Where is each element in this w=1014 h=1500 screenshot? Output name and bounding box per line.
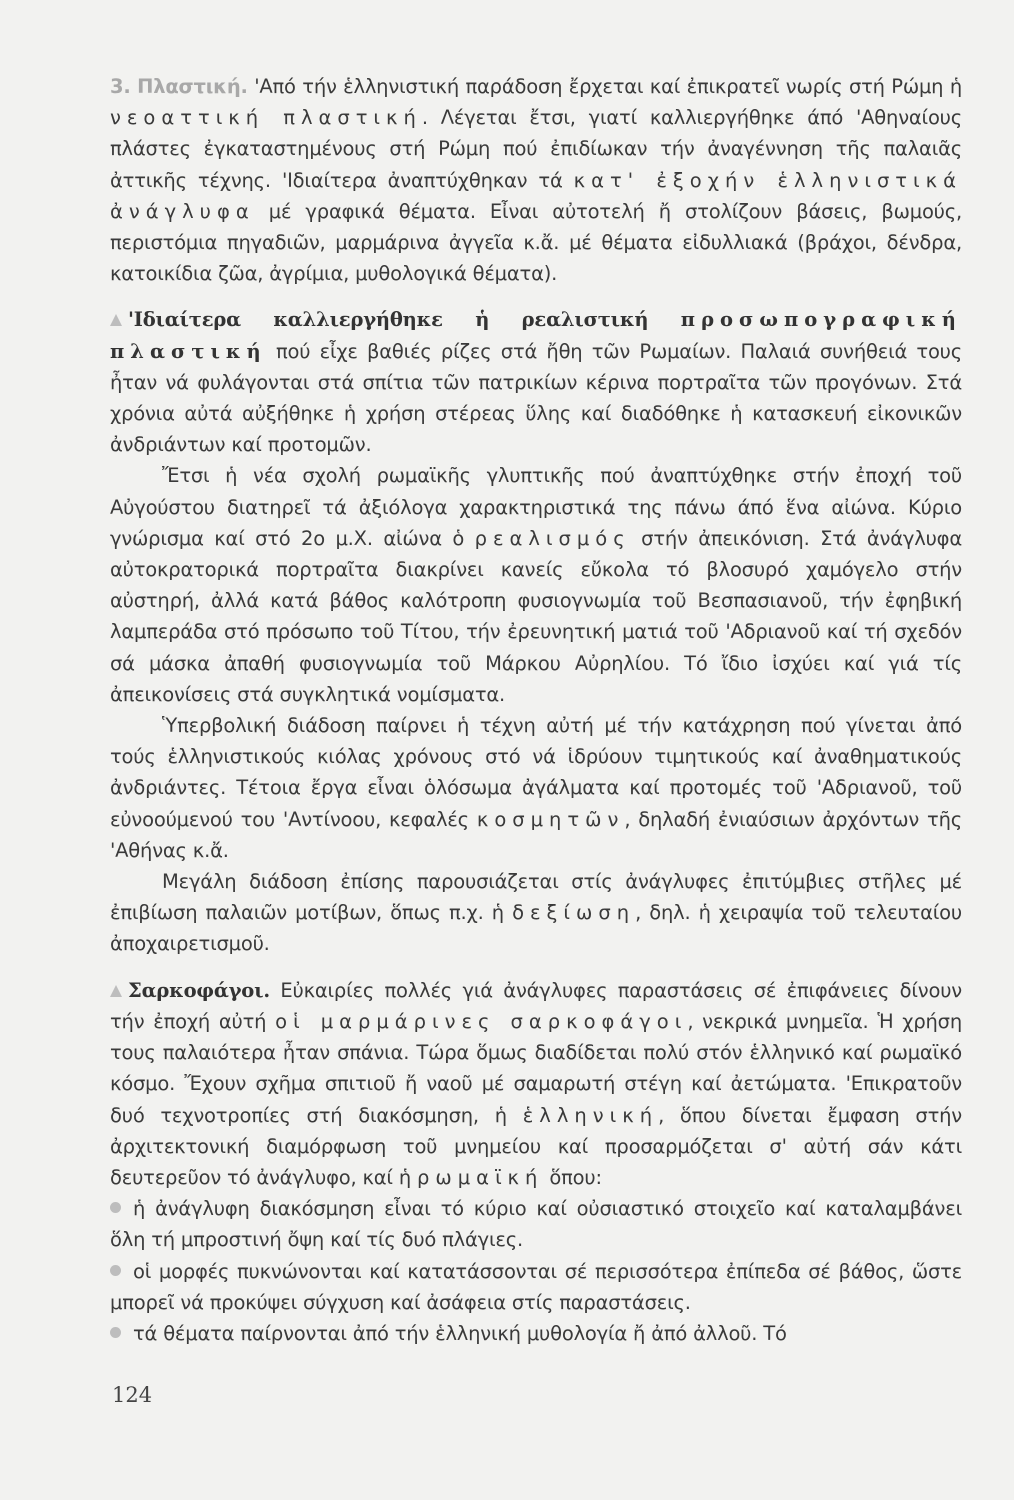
triangle-marker-icon xyxy=(110,985,122,997)
bullet-text: τά θέματα παίρνονται ἀπό τήν ἑλληνική μυθολογία ἤ ἀπό ἀλλοῦ. Τό xyxy=(133,1321,787,1345)
spaced-term-realism: ρεαλισμός xyxy=(474,526,631,550)
section-heading: Πλαστική. xyxy=(137,75,248,98)
portrait-lead: 'Ιδιαίτερα καλλιεργήθηκε ἡ ρεαλιστική xyxy=(128,308,681,332)
text-run: , ὅπου δίνεται ἔμφαση στήν ἀρχιτεκτονική διαμόρφωση τοῦ μνημείου καί προσαρμόζεται σ' αὐτή σάν κάτι δευτερεῦον τό ἀνάγλυφο, καί ἡ xyxy=(110,1103,962,1189)
bullet-item xyxy=(110,1318,962,1349)
spaced-term-neoattic: νεοαττική πλαστική xyxy=(110,106,422,130)
page-number: 124 xyxy=(112,1383,153,1407)
bullet-icon xyxy=(110,1265,121,1276)
bullet-text: ἡ ἀνάγλυφη διακόσμηση εἶναι τό κύριο καί οὐσιαστικό στοιχεῖο καί καταλαμβάνει ὅλη τή μπροστινή ὄψη καί τίς δυό πλάγιες. xyxy=(110,1197,962,1252)
sarcophagi-lead: Σαρκοφάγοι. xyxy=(128,978,270,1002)
spaced-term-hellenistic-reliefs: κατ' ἐξοχήν ἑλληνιστικά ἀνάγλυφα xyxy=(110,168,962,223)
section-3-paragraph xyxy=(110,71,962,289)
bullet-icon xyxy=(110,1202,121,1213)
text-run: πού εἶχε βαθιές ρίζες στά ἤθη τῶν Ρωμαίων. Παλαιά συνήθειά τους ἦταν νά φυλάγονται στά σπίτια τῶν πατρικίων κέρινα πορτραῖτα τῶν προγόνων. Στά χρόνια αὐτά αὐξήθηκε ἡ χρήση στέρεας ὕλης καί διαδόθηκε ἡ κατασκευή εἰκονικῶν ἀνδριάντων καί προτομῶν. xyxy=(110,339,962,457)
text-run: Ὑπερβολική διάδοση παίρνει ἡ τέχνη αὐτή μέ τήν κατάχρηση πού γίνεται ἀπό τούς ἑλληνιστικούς κιόλας χρόνους στό νά ἱδρύουν τιμητικούς καί ἀναθηματικούς ἀνδριάντες. Τέτοια ἔργα εἶναι ὁλόσωμα ἀγάλματα καί προτομές τοῦ 'Αδριανοῦ, τοῦ εὐνοούμενού του 'Αντίνοου, κεφαλές xyxy=(110,714,962,831)
statues-paragraph xyxy=(110,710,962,866)
text-run: , νεκρικά μνημεῖα. Ἡ χρήση τους παλαιότερα ἦταν σπάνια. Τώρα ὅμως διαδίδεται πολύ στόν ἑλληνικό καί ρωμαϊκό κόσμο. Ἔχουν σχῆμα σπιτιοῦ ἤ ναοῦ μέ σαμαρωτή στέγη καί ἀετώματα. 'Επικρατοῦν δυό τεχνοτροπίες στή διακόσμηση, ἡ xyxy=(110,1009,962,1127)
stelae-paragraph xyxy=(110,866,962,960)
text-run: στήν ἀπεικόνιση. Στά ἀνάγλυφα αὐτοκρατορικά πορτραῖτα διακρίνει κανείς εὔκολα τό βλοσυρό χαμόγελο στήν αὐστηρή, ἀλλά κατά βάθος καλότροπη φυσιογνωμία τοῦ Βεσπασιανοῦ, τήν ἐφηβική λαμπεράδα στό πρόσωπο τοῦ Τίτου, τήν ἐρευνητική ματιά τοῦ 'Αδριανοῦ καί τή σχεδόν σά μάσκα ἀπαθή φυσιογνωμία τοῦ Μάρκου Αὐρηλίου. Τό ἴδιο ἰσχύει καί γιά τίς ἀπεικονίσεις στά συγκλητικά νομίσματα. xyxy=(110,526,962,706)
spaced-term-portraiture: προσωπογραφική πλαστική xyxy=(110,308,962,363)
text-run: 'Από τήν ἑλληνιστική παράδοση ἔρχεται καί ἐπικρατεῖ νωρίς στή Ρώμη ἡ xyxy=(247,75,962,98)
spaced-term-kosmetai: κοσμητῶν xyxy=(476,807,625,831)
text-run: Εὐκαιρίες πολλές γιά ἀνάγλυφες παραστάσεις σέ ἐπιφάνειες δίνουν τήν ἐποχή αὐτή xyxy=(110,978,962,1033)
section-number: 3. xyxy=(110,75,131,98)
spaced-term-roman: ρωμαϊκή xyxy=(416,1165,544,1189)
text-run: μέ γραφικά θέματα. Εἶναι αὐτοτελή ἤ στολίζουν βάσεις, βωμούς, περιστόμια πηγαδιῶν, μαρμάρινα ἀγγεῖα κ.ἄ. μέ θέματα εἰδυλλιακά (βράχοι, δένδρα, κατοικίδια ζῶα, ἀγρίμια, μυθολογικά θέματα). xyxy=(110,199,962,286)
text-run: Μεγάλη διάδοση ἐπίσης παρουσιάζεται στίς ἀνάγλυφες ἐπιτύμβιες στῆλες μέ ἐπιβίωση παλαιῶν μοτίβων, ὅπως π.χ. ἡ xyxy=(110,870,962,925)
bullet-item xyxy=(110,1256,962,1318)
bullet-icon xyxy=(110,1327,121,1338)
bullet-item xyxy=(110,1193,962,1255)
text-run: . Λέγεται ἔτσι, γιατί καλλιεργήθηκε άπό 'Αθηναίους πλάστες ἐγκαταστημένους στή Ρώμη πού ἐπιδίωκαν τήν ἀναγέννηση τῆς παλαιᾶς ἀττικῆς τέχνης. 'Ιδιαίτερα ἀναπτύχθηκαν τά xyxy=(110,106,962,192)
spaced-term-dexiosis: δεξίωση xyxy=(512,901,636,925)
text-run: Ἔτσι ἡ νέα σχολή ρωμαϊκῆς γλυπτικῆς πού ἀναπτύχθηκε στήν ἐποχή τοῦ Αὐγούστου διατηρεῖ τά ἀξιόλογα χαρακτηριστικά της πάνω άπό ἕνα αἰώνα. Κύριο γνώρισμα καί στό 2ο μ.Χ. αἰώνα ὁ xyxy=(110,464,962,550)
text-run: , δηλ. ἡ χειραψία τοῦ τελευταίου ἀποχαιρετισμοῦ. xyxy=(110,901,962,956)
page-body xyxy=(110,71,962,1349)
sarcophagi-paragraph xyxy=(110,975,962,1193)
text-run: , δηλαδή ἐνιαύσιων ἀρχόντων τῆς 'Αθήνας κ.ἄ. xyxy=(110,807,962,862)
spaced-term-marble-sarcophagi: οἱ μαρμάρινες σαρκοφάγοι xyxy=(275,1009,688,1033)
portrait-paragraph xyxy=(110,304,962,460)
triangle-marker-icon xyxy=(110,314,122,326)
text-run: ὅπου: xyxy=(543,1165,602,1189)
spaced-term-greek: ἑλληνική xyxy=(522,1103,659,1127)
bullet-text: οἱ μορφές πυκνώνονται καί κατατάσσονται σέ περισσότερα ἐπίπεδα σέ βάθος, ὥστε μπορεῖ νά προκύψει σύγχυση καί ἀσάφεια στίς παραστάσεις. xyxy=(110,1259,962,1314)
augustan-paragraph xyxy=(110,460,962,710)
